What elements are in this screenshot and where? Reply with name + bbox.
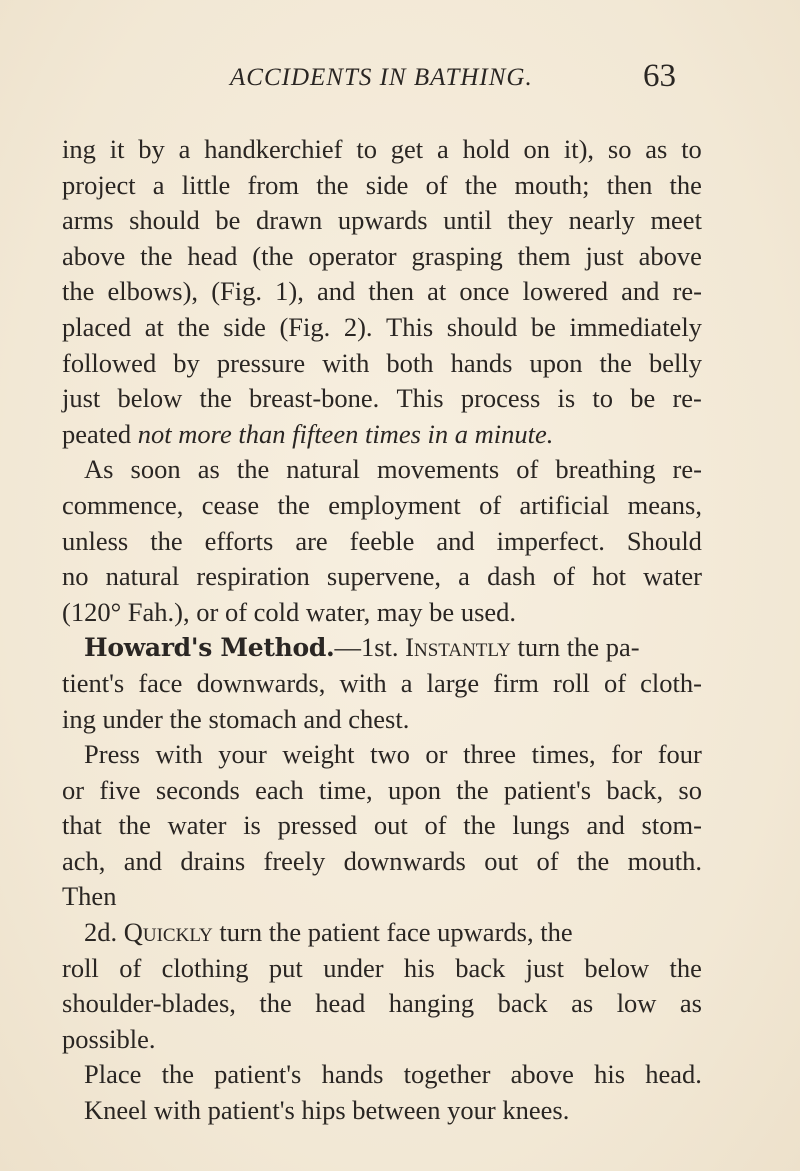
word: the <box>669 169 702 200</box>
word: just <box>62 383 101 414</box>
word: as <box>645 134 668 164</box>
text-line <box>62 951 702 987</box>
word: or <box>62 774 85 805</box>
word: shoulder-blades, <box>62 988 236 1019</box>
word: back, <box>606 774 664 805</box>
word: pressed <box>277 810 358 841</box>
word: with <box>339 667 387 698</box>
word: by <box>173 347 200 378</box>
word: the <box>161 1059 194 1090</box>
word: the <box>140 240 173 271</box>
word: below <box>117 383 183 414</box>
word: and <box>123 845 163 876</box>
word: placed <box>62 311 132 342</box>
word: the <box>236 454 270 485</box>
word: handkerchief <box>204 134 343 164</box>
small-caps-text: Quickly <box>123 917 213 948</box>
word: operator <box>308 240 397 271</box>
word: 1), <box>275 276 304 307</box>
text-line <box>62 203 702 239</box>
word: downwards <box>343 845 466 876</box>
small-caps-text: Instantly <box>405 632 511 663</box>
word: your <box>218 739 267 770</box>
word: breast-bone. <box>249 383 380 414</box>
word: pressure <box>216 347 306 378</box>
word: hands <box>321 1059 384 1090</box>
word: upon <box>529 347 583 378</box>
word: roll <box>553 667 590 698</box>
word: then <box>368 276 415 307</box>
word: a <box>152 169 165 200</box>
word: Press <box>84 739 140 770</box>
text-line <box>62 132 702 168</box>
word: belly <box>648 347 702 378</box>
word: mouth. <box>627 845 702 876</box>
word: below <box>584 952 650 983</box>
word: so <box>607 134 632 164</box>
word: no <box>62 561 89 592</box>
word: them <box>517 240 571 271</box>
word: of <box>479 489 502 520</box>
word: and <box>586 810 625 841</box>
text-run: Then <box>62 881 117 912</box>
word: that <box>62 810 102 841</box>
word: This <box>386 311 434 342</box>
word: water <box>643 561 702 592</box>
word: and <box>436 525 475 556</box>
word: to <box>356 134 377 164</box>
word: side <box>223 311 266 342</box>
word: two <box>370 739 410 770</box>
word: his <box>403 952 435 983</box>
word: natural <box>286 454 360 485</box>
word: a <box>458 561 470 592</box>
word: employment <box>328 489 461 520</box>
word: a <box>436 134 449 164</box>
word: re- <box>672 383 702 414</box>
word: above <box>62 240 126 271</box>
word: the <box>599 347 632 378</box>
text-run: peated <box>62 418 138 449</box>
text-line <box>62 417 702 453</box>
word: on <box>523 134 551 164</box>
word: nearly <box>568 205 635 236</box>
word: clothing <box>161 952 249 983</box>
word: it <box>109 134 125 164</box>
text-line <box>62 879 702 915</box>
word: movements <box>376 454 500 485</box>
word: meet <box>650 205 702 236</box>
word: hot <box>592 561 626 592</box>
word: of <box>119 952 142 983</box>
word: imperfect. <box>496 525 605 556</box>
word: to <box>592 383 614 414</box>
word: is <box>557 383 576 414</box>
word: three <box>463 739 517 770</box>
paragraph-start-line <box>62 1057 702 1093</box>
word: or <box>425 739 448 770</box>
word: means, <box>627 489 702 520</box>
word: process <box>460 383 541 414</box>
word: Should <box>626 525 702 556</box>
text-line <box>62 274 702 310</box>
word: roll <box>62 952 99 983</box>
word: as <box>571 988 594 1019</box>
word: of <box>603 667 627 698</box>
text-line <box>62 524 702 560</box>
word: Place <box>84 1059 142 1090</box>
word: the <box>277 489 310 520</box>
text-run: ing under the stomach and chest. <box>62 703 410 734</box>
word: 2). <box>343 311 373 342</box>
word: with <box>155 739 203 770</box>
word: under <box>323 952 384 983</box>
body-text <box>62 132 702 1129</box>
text-line <box>62 239 702 275</box>
word: freely <box>263 845 326 876</box>
running-title: ACCIDENTS IN BATHING. <box>230 64 533 91</box>
page-number: 63 <box>643 58 676 94</box>
word: (Fig. <box>211 276 262 307</box>
word: seconds <box>155 774 240 805</box>
section-heading: Howard's Method. <box>84 633 335 663</box>
word: back <box>497 988 548 1019</box>
word: unless <box>62 525 129 556</box>
word: feeble <box>349 525 415 556</box>
word: together <box>403 1059 491 1090</box>
word: are <box>295 525 328 556</box>
word: downwards, <box>196 667 326 698</box>
word: until <box>443 205 492 236</box>
word: from <box>247 169 299 200</box>
word: supervene, <box>326 561 441 592</box>
word: (the <box>252 240 294 271</box>
word: lungs <box>512 810 570 841</box>
text-line <box>62 595 702 631</box>
text-line <box>62 1022 702 1058</box>
word: water <box>167 810 227 841</box>
word: respiration <box>196 561 310 592</box>
word: head <box>187 240 238 271</box>
word: low <box>616 988 657 1019</box>
word: out <box>373 810 408 841</box>
paragraph-start-line <box>62 452 702 488</box>
text-line <box>62 702 702 738</box>
word: and <box>621 276 660 307</box>
word: of <box>424 810 447 841</box>
word: the <box>316 169 349 200</box>
word: cloth- <box>640 667 702 698</box>
word: the <box>464 169 498 200</box>
word: the <box>669 952 702 983</box>
word: efforts <box>204 525 274 556</box>
word: time, <box>318 774 373 805</box>
word: four <box>657 739 702 770</box>
word: project <box>62 169 136 200</box>
word: they <box>507 205 554 236</box>
paragraph-start-line <box>62 1093 702 1129</box>
text-run: 2d. <box>84 917 124 948</box>
word: each <box>255 774 304 805</box>
text-line <box>62 346 702 382</box>
paragraph-start-line <box>62 630 702 666</box>
paragraph-start-line <box>62 737 702 773</box>
word: little <box>181 169 231 200</box>
word: breathing <box>555 454 656 485</box>
word: head. <box>645 1059 702 1090</box>
word: dash <box>487 561 536 592</box>
word: the <box>456 774 489 805</box>
word: and <box>316 276 356 307</box>
word: artificial <box>519 489 610 520</box>
word: then <box>606 169 653 200</box>
word: firm <box>493 667 539 698</box>
paragraph-start-line <box>62 915 702 951</box>
word: the <box>463 810 496 841</box>
word: re- <box>672 454 702 485</box>
word: both <box>386 347 434 378</box>
word: This <box>396 383 444 414</box>
word: the <box>576 845 610 876</box>
word: side <box>365 169 409 200</box>
word: stom- <box>641 810 702 841</box>
word: cease <box>201 489 260 520</box>
word: hanging <box>388 988 475 1019</box>
word: a <box>178 134 191 164</box>
word: should <box>129 205 200 236</box>
word: at <box>427 276 447 307</box>
word: by <box>138 134 165 164</box>
word: at <box>144 311 164 342</box>
word: times, <box>531 739 596 770</box>
word: large <box>426 667 480 698</box>
word: should <box>446 311 518 342</box>
word: be <box>630 383 656 414</box>
word: (Fig. <box>279 311 331 342</box>
word: hands <box>450 347 513 378</box>
emphasis-text: not more than fifteen times in a minute. <box>137 418 554 449</box>
word: lowered <box>522 276 608 307</box>
text-line <box>62 488 702 524</box>
word: head <box>315 988 366 1019</box>
word: elbows), <box>107 276 199 307</box>
word: soon <box>130 454 181 485</box>
word: grasping <box>411 240 503 271</box>
text-line <box>62 666 702 702</box>
text-line <box>62 986 702 1022</box>
word: upwards <box>337 205 428 236</box>
word: be <box>530 311 556 342</box>
text-run: —1st. <box>334 632 406 663</box>
word: tient's <box>62 667 125 698</box>
text-line <box>62 808 702 844</box>
word: so <box>678 774 702 805</box>
word: his <box>594 1059 626 1090</box>
word: be <box>215 205 241 236</box>
word: patient's <box>214 1059 302 1090</box>
text-run: turn the patient face upwards, the <box>212 917 573 948</box>
text-run: possible. <box>62 1023 156 1054</box>
word: as <box>679 988 702 1019</box>
word: natural <box>105 561 180 592</box>
word: as <box>197 454 220 485</box>
word: patient's <box>503 774 592 805</box>
word: a <box>400 667 413 698</box>
word: five <box>99 774 141 805</box>
text-run: (120° Fah.), or of cold water, may be used. <box>62 596 517 627</box>
word: with <box>322 347 370 378</box>
word: drains <box>180 845 246 876</box>
word: is <box>243 810 261 841</box>
word: above <box>638 240 702 271</box>
word: for <box>611 739 643 770</box>
word: the <box>259 988 292 1019</box>
word: above <box>510 1059 574 1090</box>
word: of <box>536 845 559 876</box>
word: re- <box>672 276 702 307</box>
text-line <box>62 168 702 204</box>
word: weight <box>282 739 355 770</box>
text-run: turn the pa- <box>510 632 640 663</box>
word: arms <box>62 205 114 236</box>
word: the <box>62 276 95 307</box>
word: get <box>390 134 424 164</box>
word: put <box>268 952 303 983</box>
word: the <box>199 383 232 414</box>
word: it), <box>563 134 595 164</box>
word: followed <box>62 347 157 378</box>
text-run: Kneel with patient's hips between your knees. <box>84 1095 570 1126</box>
word: As <box>84 454 114 485</box>
word: back <box>455 952 506 983</box>
word: face <box>138 667 183 698</box>
word: of <box>516 454 539 485</box>
text-line <box>62 559 702 595</box>
word: just <box>525 952 564 983</box>
word: once <box>459 276 510 307</box>
word: immediately <box>569 311 702 342</box>
word: ach, <box>62 845 106 876</box>
text-line <box>62 844 702 880</box>
word: out <box>484 845 519 876</box>
text-line <box>62 773 702 809</box>
word: the <box>177 311 210 342</box>
word: drawn <box>256 205 323 236</box>
word: the <box>118 810 151 841</box>
word: upon <box>387 774 441 805</box>
word: mouth; <box>514 169 590 200</box>
word: of <box>552 561 575 592</box>
word: to <box>681 134 702 164</box>
word: of <box>425 169 448 200</box>
word: hold <box>462 134 510 164</box>
word: ing <box>62 134 96 164</box>
text-line <box>62 381 702 417</box>
text-line <box>62 310 702 346</box>
word: just <box>585 240 624 271</box>
word: commence, <box>62 489 184 520</box>
word: the <box>150 525 183 556</box>
